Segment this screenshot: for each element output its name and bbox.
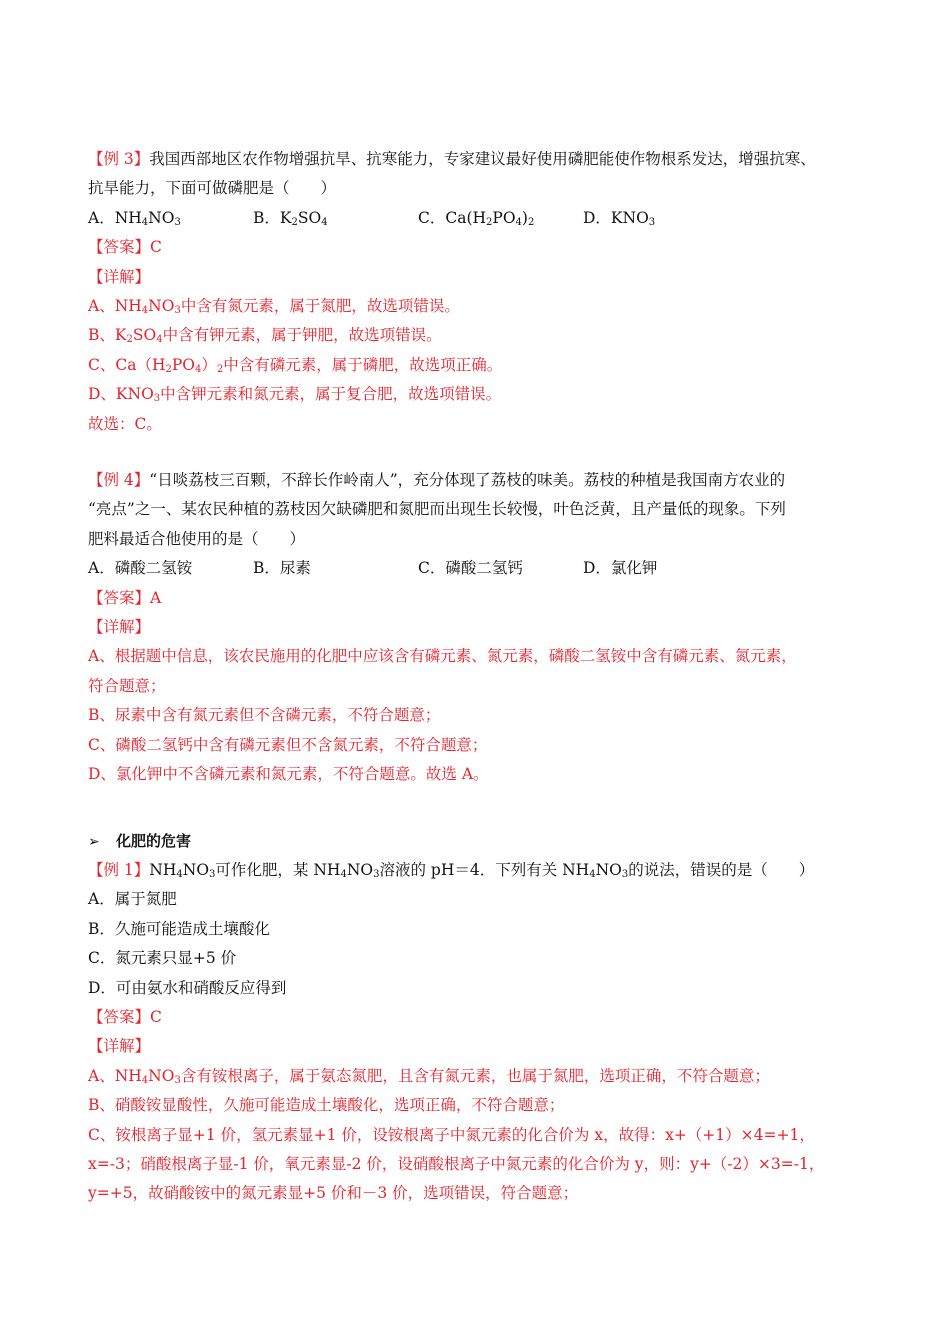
ex3-question-text-1: 我国西部地区农作物增强抗旱、抗寒能力，专家建议最好使用磷肥能使作物根系发达，增强抗寒、 — [149, 150, 816, 168]
ex1-detail-b: B、硝酸铵显酸性，久施可能造成土壤酸化，选项正确，不符合题意； — [88, 1096, 565, 1115]
ex4-detail-a-2: 符合题意； — [88, 676, 166, 695]
ex4-question-line-3: 肥料最适合他使用的是（ ） — [88, 529, 306, 548]
ex4-options — [88, 554, 868, 583]
ex4-option-a: A．磷酸二氢铵 — [88, 559, 193, 578]
ex3-detail-heading: 【详解】 — [88, 267, 151, 286]
section-heading — [88, 827, 868, 856]
ex3-detail-a: A、$NH_4NO_3$中含有氮元素，属于氮肥，故选项错误。 — [88, 296, 460, 316]
section-title: 化肥的危害 — [116, 832, 192, 850]
example-1 — [88, 856, 868, 1209]
ex1-option-d: D．可由氨水和硝酸反应得到 — [88, 978, 287, 997]
ex1-option-a: A．属于氮肥 — [88, 890, 177, 909]
ex4-option-d: D．氯化钾 — [583, 559, 658, 578]
ex4-detail-b: B、尿素中含有氮元素但不含磷元素，不符合题意； — [88, 706, 441, 725]
ex1-question-line: 【例 1】$NH_4NO_3$可作化肥，某 $NH_4NO_3$溶液的 pH＝4．下列有关 $NH_4NO_3$的说法，错误的是（ ） — [88, 861, 815, 880]
ex1-detail-c-2: x=-3；硝酸根离子显-1 价，氧元素显-2 价，设硝酸根离子中氮元素的化合价为 y，则：y+（-2）×3=-1， — [88, 1154, 825, 1173]
ex3-option-c: C．$Ca(H_2PO_4)_2$ — [418, 208, 535, 228]
example-3 — [88, 145, 868, 439]
ex3-question-line-2: 抗旱能力，下面可做磷肥是（ ） — [88, 179, 337, 198]
ex1-option-b: B．久施可能造成土壤酸化 — [88, 919, 270, 938]
ex3-tag: 【例 3】 — [88, 150, 150, 168]
ex3-options — [88, 204, 868, 233]
ex3-detail-c: C、$Ca(H_2PO_4)_2$中含有磷元素，属于磷肥，故选项正确。 — [88, 355, 503, 375]
ex3-answer: 【答案】C — [88, 238, 162, 257]
ex1-detail-a: A、$NH_4NO_3$含有铵根离子，属于氨态氮肥，且含有氮元素，也属于氮肥，选项正确，不符合题意； — [88, 1066, 770, 1086]
ex4-option-b: B．尿素 — [253, 559, 311, 578]
ex1-detail-c-3: y=+5，故硝酸铵中的氮元素显+5 价和－3 价，选项错误，符合题意； — [88, 1184, 579, 1203]
ex3-detail-b: B、$K_2SO_4$中含有钾元素，属于钾肥，故选项错误。 — [88, 326, 442, 346]
ex1-option-c: C．氮元素只显+5 价 — [88, 949, 237, 968]
ex1-detail-c-1: C、铵根离子显+1 价，氢元素显+1 价，设铵根离子中氮元素的化合价为 x，故得：x+（+1）×4=+1， — [88, 1125, 815, 1144]
ex1-answer: 【答案】C — [88, 1007, 162, 1026]
ex4-question-line-2: “亮点”之一、某农民种植的荔枝因欠缺磷肥和氮肥而出现生长较慢，叶色泛黄，且产量低的现象。下列 — [88, 500, 786, 519]
ex1-detail-heading: 【详解】 — [88, 1037, 151, 1056]
ex3-conclusion: 故选：C。 — [88, 414, 162, 433]
ex4-answer: 【答案】A — [88, 588, 162, 607]
ex3-detail-d: D、$KNO_3$中含钾元素和氮元素，属于复合肥，故选项错误。 — [88, 385, 502, 405]
arrow-bullet-icon: ➢ — [88, 834, 100, 850]
ex4-detail-heading: 【详解】 — [88, 617, 151, 636]
ex3-option-d: D．$KNO_3$ — [583, 208, 656, 228]
ex4-question-line-1: 【例 4】“日啖荔枝三百颗，不辞长作岭南人”，充分体现了荔枝的味美。荔枝的种植是我国南方农业的 — [88, 471, 786, 489]
ex4-tag: 【例 4】 — [88, 471, 150, 489]
ex4-detail-d: D、氯化钾中不含磷元素和氮元素，不符合题意。故选 A。 — [88, 764, 489, 783]
example-4 — [88, 466, 868, 789]
ex1-tag: 【例 1】 — [88, 861, 150, 879]
ex4-detail-a-1: A、根据题中信息，该农民施用的化肥中应该含有磷元素、氮元素，磷酸二氢铵中含有磷元素、氮元素， — [88, 647, 797, 666]
ex3-option-a: A．$NH_4NO_3$ — [88, 208, 181, 228]
ex4-detail-c: C、磷酸二氢钙中含有磷元素但不含氮元素，不符合题意； — [88, 735, 488, 754]
ex3-option-b: B．$K_2SO_4$ — [253, 208, 328, 228]
ex3-question-line-1 — [88, 145, 868, 174]
ex4-option-c: C．磷酸二氢钙 — [418, 559, 523, 578]
